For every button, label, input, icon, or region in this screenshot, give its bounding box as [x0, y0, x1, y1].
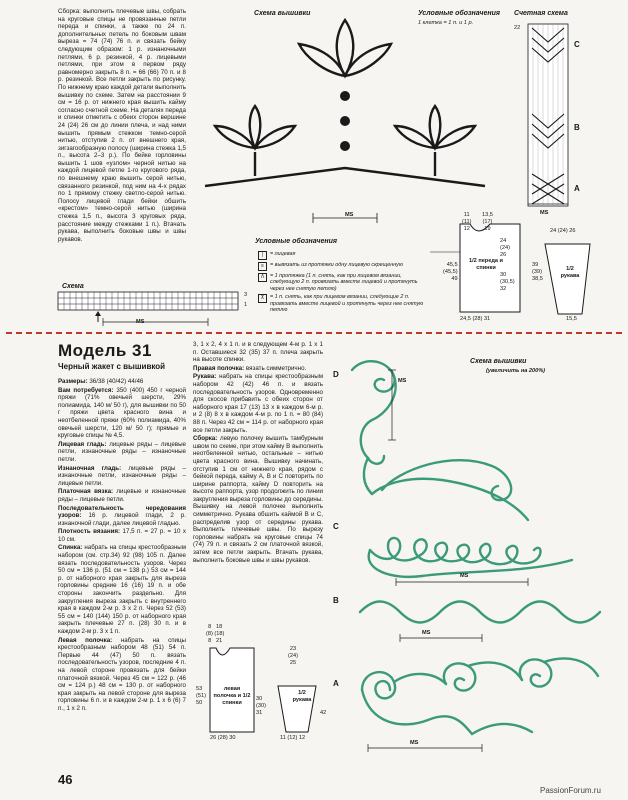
pattern-top-left-nums: 11 (11) 12: [462, 212, 472, 232]
big-label-b: B: [333, 596, 339, 605]
paragraph: Сборка: левую полочку вышить тамбурным швом по схеме, при этом кайму В выполнить неотбеленной нитью, остальные – нитью цвета красного вина. Вышивку начинать, отступив 1 см от нижнего края, рядом с бейкой переда, кайму А, В и С повторить по ширине раппорта, кайму D повторить на высоте раппорта, узор продолжить по линии закругления выреза горловины до середины. Вышивку на левой полочке выполнить симметрично. Рукава обшить каймой В и С, распределив узор от середины рукава. Выполнить плечевые швы. По вырезу горловины набрать на круговые спицы 74 (74) 79 п. и связать 2 см платочной вязкой, затем все петли закрыть. Втачать рукава, выполнить боковые швы и швы рукавов.: [193, 435, 323, 564]
pattern-bottom-top-nums: 8 18 (8) (18) 8 21: [206, 624, 225, 644]
paragraph: Вам потребуется: 350 (400) 450 г черной пряжи (71% овечьей шерсти, 29% полиамида, 140 м/ 50 г), для вышивки по 50 г пряжи цвета красного вина и неотбеленной пряжи (60% полиамида, 40% овечьей шерсти, 120 м/ 50 г); прямые и круговые спицы № 4,5.: [58, 386, 186, 440]
paragraph: Левая полочка: набрать на спицы крестообразным набором 48 (51) 54 п. Первые 44 (47) 50 п. вязать последовательность узоров, последние 4 п. на левой стороне провязать для бейки платочной вязкой. Через 45 см = 122 р. (46 см = 124 р.) 48 см = 130 р. от наборного края закрыть на левой стороне для выреза горловины 6 п. и в каждом 2-м р. 1 х 6 (6) 7 п., 1 х 2 п.: [58, 636, 186, 712]
scheme-strip: [58, 292, 248, 332]
big-ms-label-c: MS: [460, 573, 469, 579]
pattern-top-bottom: 24,5 (28) 31: [460, 316, 491, 322]
pattern-bottom-sleeve-label: 1/2 рукава: [292, 690, 312, 703]
paragraph: 3, 1 х 2, 4 х 1 п. и в следующем 4-м р. 1 х 1 п. Оставшиеся 32 (35) 37 п. плеча закрыть на высоте спинки.: [193, 341, 323, 364]
model-subtitle: Черный жакет с вышивкой: [58, 362, 166, 371]
paragraph: Последовательность чередования узоров: 16 р. лицевой глади, 2 р. изнаночной глади, далее лицевой гладью.: [58, 504, 186, 527]
big-embroidery-subtitle: (увеличить на 200%): [486, 368, 546, 374]
big-label-d: D: [333, 370, 339, 379]
paragraph: Платочная вязка: лицевые и изнаночные ряды – лицевые петли.: [58, 488, 186, 503]
legend2-item-text: = лицевая: [270, 251, 296, 257]
count-ms-label: MS: [540, 210, 549, 216]
count-scheme-grid: [528, 24, 572, 212]
big-label-a: A: [333, 679, 339, 688]
legend2-item: [258, 294, 428, 313]
pattern-bottom-sleeve-side: 42: [320, 710, 327, 716]
pattern-top-right-nums: 13,5 (17) 19: [482, 212, 493, 232]
stitch-symbol-icon: Λ: [258, 273, 267, 282]
legend2-item-text: = вывязать из протяжки одну лицевую скрещенную: [270, 262, 403, 268]
pattern-bottom-side-right: 30 (30) 31: [256, 696, 266, 716]
pattern-top-side-left: 45,5 (45,5) 49: [443, 262, 458, 282]
scheme-row-3: 3: [244, 292, 248, 298]
section-divider: [6, 332, 622, 334]
pattern-top-label: 1/2 переда и спинки: [468, 258, 503, 271]
big-embroidery-scheme: [342, 350, 622, 780]
legend2-item: [258, 273, 428, 292]
pattern-sleeve-side-left: 39 (39) 38,5: [532, 262, 543, 282]
legend-top-text: 1 клетка = 1 п. и 1 р.: [418, 20, 474, 26]
count-scheme-title: Счетная схема: [514, 10, 568, 17]
legend2-item: [258, 251, 428, 260]
paragraph: Спинка: набрать на спицы крестообразным набором (см. стр.34) 92 (98) 105 п. Далее вязать последовательность узоров. Через 50 см = 136 р. (51 см = 138 р.) 53 см = 144 р. от наборного края закрыть для выреза горловины средние 16 (16) 19 п. и обе стороны закончить раздельно. Для закругления выреза закрыть с внутреннего края в каждом 2-м р. 3 х 2 п. Через 52 (53) 55 см = 140 (144) 150 р. от наборного края закрыть плечевые 27 п. (28) 30 п. и в каждом 2-м р. 3 х 1 п.: [58, 544, 186, 635]
big-embroidery-title: Схема вышивки: [470, 358, 527, 365]
embroidery-scheme: [195, 18, 425, 228]
assembly-text-top: [58, 8, 186, 243]
legend2-item-text: = 1 п. снять, как при лицевом вязании, следующие 2 п. провязать вместе лицевой и протянуть через нее снятую петлю: [270, 294, 424, 314]
pattern-sleeve-top: 24 (24) 26: [550, 228, 576, 234]
paragraph: Изнаночная гладь: лицевые ряды – изнаночные петли, изнаночные ряды – лицевые петли.: [58, 464, 186, 487]
model-title: Модель 31: [58, 341, 152, 360]
pattern-bottom-sleeve-top: 23 (24) 25: [288, 646, 298, 666]
stitch-symbol-icon: ≡: [258, 262, 267, 271]
instructions-column-1: [58, 378, 186, 714]
legend2-item-text: = 1 протяжка (1 п. снять, как при лицевом вязании, следующую 2 п. провязать вместе лицевой и протянуть через нее снятую петлю): [270, 273, 418, 292]
paragraph: Плотность вязания: 17,5 п. = 27 р. = 10 х 10 см.: [58, 528, 186, 543]
paragraph: Размеры: 36/38 (40/42) 44/46: [58, 378, 144, 385]
stitch-symbol-icon: ⊼: [258, 294, 267, 303]
big-ms-label-b: MS: [422, 630, 431, 636]
scheme-row-1: 1: [244, 302, 248, 308]
pattern-sleeve-label: 1/2 рукава: [560, 266, 580, 279]
instructions-column-2: [193, 341, 323, 565]
scheme-ms-label: MS: [136, 319, 145, 325]
pattern-bottom-label: левая полочка и 1/2 спинки: [213, 686, 251, 706]
legend2-title: Условные обозначения: [255, 238, 338, 245]
stitch-symbol-icon: |: [258, 251, 267, 260]
assembly-text-content: Сборка: выполнить плечевые швы, собрать на круговые спицы не провязанные петли переда и спинки, а также по 24 п. дополнительных петель по боковым швам выреза = 74 (74) 76 п. и связать бейку следующим образом: 1 р. изнаночными петлями, 6 р. резинкой, 4 р. лицевыми петлями, при этом в первом ряду равномерно закрыть 8 п. = 66 (66) 70 п. и 8 р. резинкой. Все петли закрыть по рисунку. По нижнему краю каждой детали выполнить вышивку по схеме. Затем на расстоянии 9 см = 16 р. от нижнего края вышить кайму согласно счетной схеме. На деталях переда и спинки отметить с обеих сторон вершине 24 (24) 26 см до линии плеча, и над ними вышить прямым стежком темно-серой нитью, отступив 2 п. от внешнего края, зигзагообразную полосу (ширина стежка 1,5 п., высота 2–3 р.). По бейке горловины вышить 1 шов «узлом» черной нитью на каждой лицевой петле 1-го кругового ряда, по внешнему краю вышить серой нитью, связанного резинкой, под ним на 4-х рядах по 1 прямому стежку светло-серой нитью. Полосу лицевой глади бейки обшить «крестом» темно-серой нитью (ширина стежка 1,5 п., высота 3 круговых ряда, расстояние между стежками 1 п.). Втачать рукава, выполнить боковые швы и швы рукавов.: [58, 8, 186, 243]
pattern-bottom-side-left: 53 (51) 50: [196, 686, 206, 706]
paragraph: Лицевая гладь: лицевые ряды – лицевые петли, изнаночные ряды – изнаночные петли.: [58, 440, 186, 463]
embroidery-title: Схема вышивки: [254, 10, 311, 17]
embroidery-ms-label: MS: [345, 212, 354, 218]
legend-top-title: Условные обозначения: [418, 10, 501, 17]
big-label-c: C: [333, 522, 339, 531]
legend2-item: [258, 262, 428, 271]
pattern-sleeve-bottom: 15,5: [566, 316, 577, 322]
big-ms-label-d: MS: [398, 378, 407, 384]
count-label-b: B: [574, 123, 580, 132]
page-number: 46: [58, 772, 73, 787]
count-label-c: C: [574, 40, 580, 49]
paragraph: Рукава: набрать на спицы крестообразным набором 42 (42) 46 п. и вязать последовательность узоров. Одновременно для скосов прибавить с обеих сторон от наборного края 17 (13) 13 х в каждом 6-м р. и 2 (8) 8 х в каждом 4-м р. по 1 п. = 80 (84) 88 п. Через 42 см = 114 р. от наборного края все петли закрыть.: [193, 373, 323, 434]
scheme-title: Схема: [62, 283, 84, 290]
pattern-bottom-bottom: 26 (28) 30: [210, 735, 236, 741]
pattern-top-side-right: 30 (30,5) 32: [500, 272, 515, 292]
pattern-bottom-sleeve-bottom: 11 (12) 12: [280, 735, 306, 741]
count-label-a: A: [574, 184, 580, 193]
count-rows-label: 22: [514, 25, 521, 31]
paragraph: Правая полочка: вязать симметрично.: [193, 364, 307, 372]
watermark-text: PassionForum.ru: [540, 786, 601, 795]
legend2-list: [258, 251, 428, 315]
pattern-top-side-mid: 24 (24) 26: [500, 238, 510, 258]
big-ms-label-a: MS: [410, 740, 419, 746]
